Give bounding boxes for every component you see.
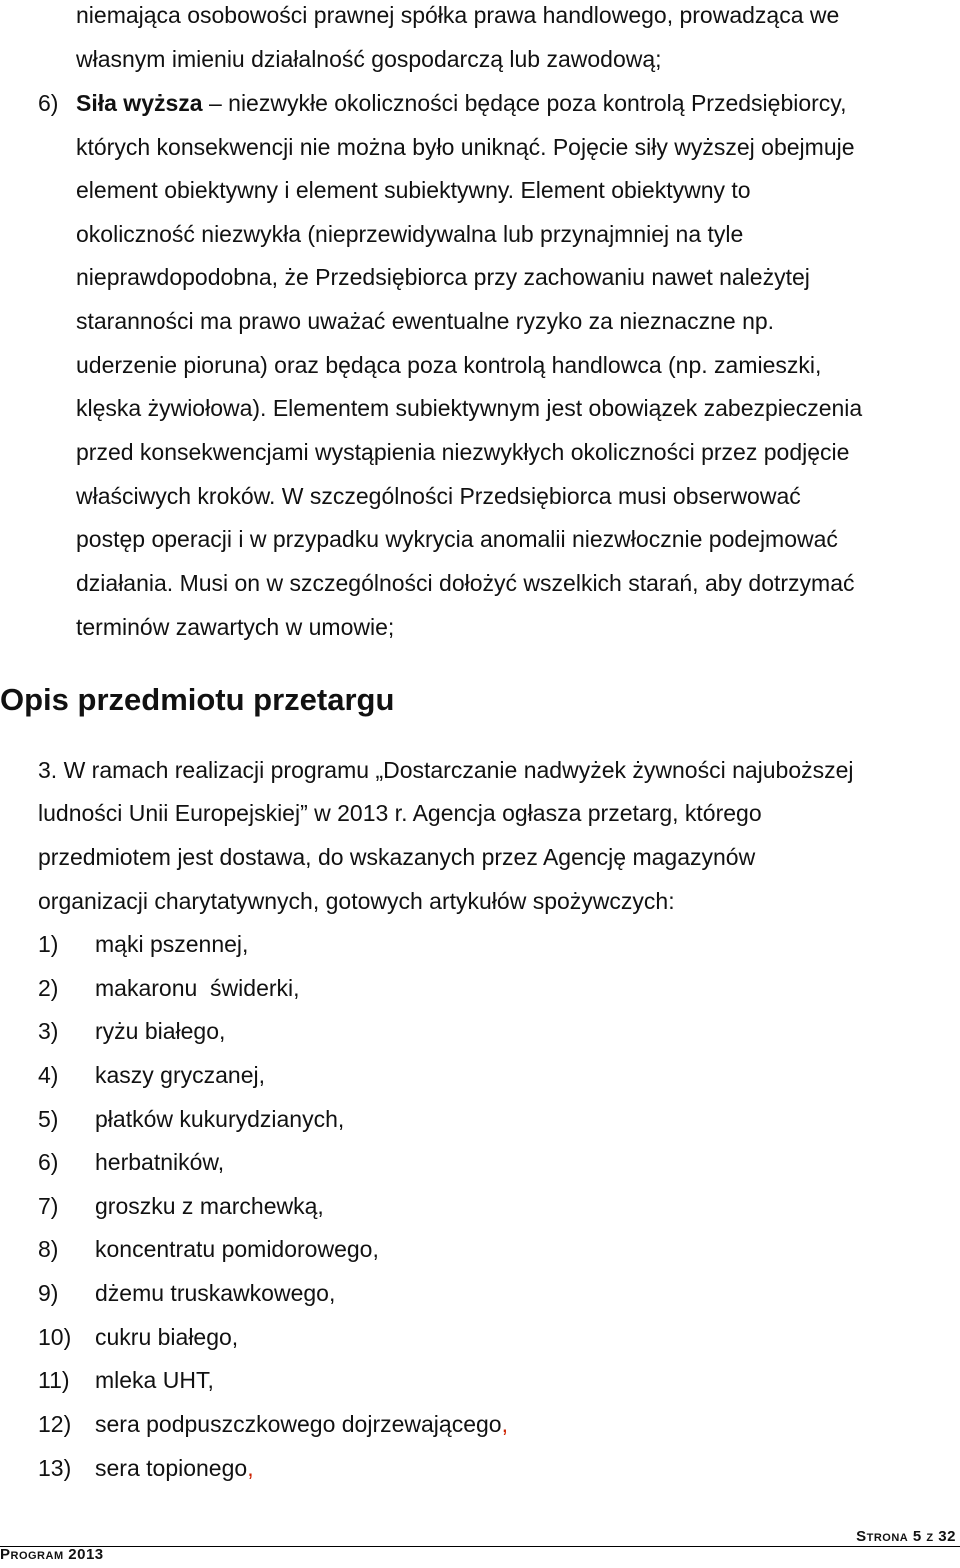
definition-line: klęska żywiołowa). Elementem subiektywnym jest obowiązek zabezpieczenia: [76, 395, 863, 421]
definition-first-line: [76, 88, 956, 118]
definition-term: Siła wyższa: [76, 90, 203, 116]
list-item-number: 3): [38, 1018, 59, 1044]
list-item: mąki pszennej,: [95, 931, 249, 957]
list-item-number: 7): [38, 1193, 59, 1219]
paragraph-line: własnym imieniu działalność gospodarczą lub zawodową;: [76, 46, 662, 72]
list-item: herbatników,: [95, 1149, 225, 1175]
list-item: [95, 1409, 508, 1439]
list-item: dżemu truskawkowego,: [95, 1280, 336, 1306]
definition-line: przed konsekwencjami wystąpienia niezwykłych okoliczności przez podjęcie: [76, 439, 850, 465]
list-item: koncentratu pomidorowego,: [95, 1236, 379, 1262]
definition-line: okoliczność niezwykła (nieprzewidywalna lub przynajmniej na tyle: [76, 221, 744, 247]
list-item-number: 8): [38, 1236, 59, 1262]
list-item-number: 13): [38, 1455, 72, 1481]
section-line: organizacji charytatywnych, gotowych artykułów spożywczych:: [38, 888, 675, 914]
definition-line: postęp operacji i w przypadku wykrycia anomalii niezwłocznie podejmować: [76, 526, 838, 552]
list-item-text: sera topionego: [95, 1455, 248, 1481]
section-line: przedmiotem jest dostawa, do wskazanych przez Agencję magazynów: [38, 844, 756, 870]
list-item-number: 10): [38, 1324, 72, 1350]
list-item: groszku z marchewką,: [95, 1193, 324, 1219]
list-item-number: 9): [38, 1280, 59, 1306]
list-item-number: 6): [38, 1149, 59, 1175]
list-item: [95, 1453, 254, 1483]
section-line: ludności Unii Europejskiej” w 2013 r. Agencja ogłasza przetarg, którego: [38, 800, 762, 826]
definition-line: element obiektywny i element subiektywny. Element obiektywny to: [76, 177, 751, 203]
definition-line: których konsekwencji nie można było uniknąć. Pojęcie siły wyższej obejmuje: [76, 134, 855, 160]
list-item-number: 2): [38, 975, 59, 1001]
list-item-punctuation: ,: [501, 1411, 508, 1437]
list-item-number: 12): [38, 1411, 72, 1437]
list-item-number: 1): [38, 931, 59, 957]
page-number: Strona 5 z 32: [856, 1528, 956, 1545]
definition-line: uderzenie pioruna) oraz będąca poza kontrolą handlowca (np. zamieszki,: [76, 352, 822, 378]
definition-line: terminów zawartych w umowie;: [76, 614, 395, 640]
list-item: mleka UHT,: [95, 1367, 214, 1393]
list-item: kaszy gryczanej,: [95, 1062, 266, 1088]
definition-line: nieprawdopodobna, że Przedsiębiorca przy zachowaniu nawet należytej: [76, 264, 810, 290]
definition-text: – niezwykłe okoliczności będące poza kontrolą Przedsiębiorcy,: [202, 90, 847, 116]
list-item: makaronu świderki,: [95, 975, 300, 1001]
section-heading: Opis przedmiotu przetargu: [0, 682, 395, 717]
list-item-punctuation: ,: [247, 1455, 254, 1481]
definition-line: działania. Musi on w szczególności dołożyć wszelkich starań, aby dotrzymać: [76, 570, 855, 596]
list-item-number: 5): [38, 1106, 59, 1132]
definition-number: 6): [38, 90, 59, 116]
list-item-number: 4): [38, 1062, 59, 1088]
footer-program: Program 2013: [0, 1546, 104, 1563]
paragraph-line: niemająca osobowości prawnej spółka prawa handlowego, prowadząca we: [76, 2, 840, 28]
list-item: cukru białego,: [95, 1324, 239, 1350]
list-item: płatków kukurydzianych,: [95, 1106, 345, 1132]
definition-line: właściwych kroków. W szczególności Przedsiębiorca musi obserwować: [76, 483, 801, 509]
list-item: ryżu białego,: [95, 1018, 226, 1044]
list-item-number: 11): [38, 1367, 70, 1393]
list-item-text: sera podpuszczkowego dojrzewającego: [95, 1411, 502, 1437]
definition-line: staranności ma prawo uważać ewentualne ryzyko za nieznaczne np.: [76, 308, 775, 334]
footer-divider: [0, 1546, 960, 1547]
section-line: 3. W ramach realizacji programu „Dostarczanie nadwyżek żywności najuboższej: [38, 757, 854, 783]
